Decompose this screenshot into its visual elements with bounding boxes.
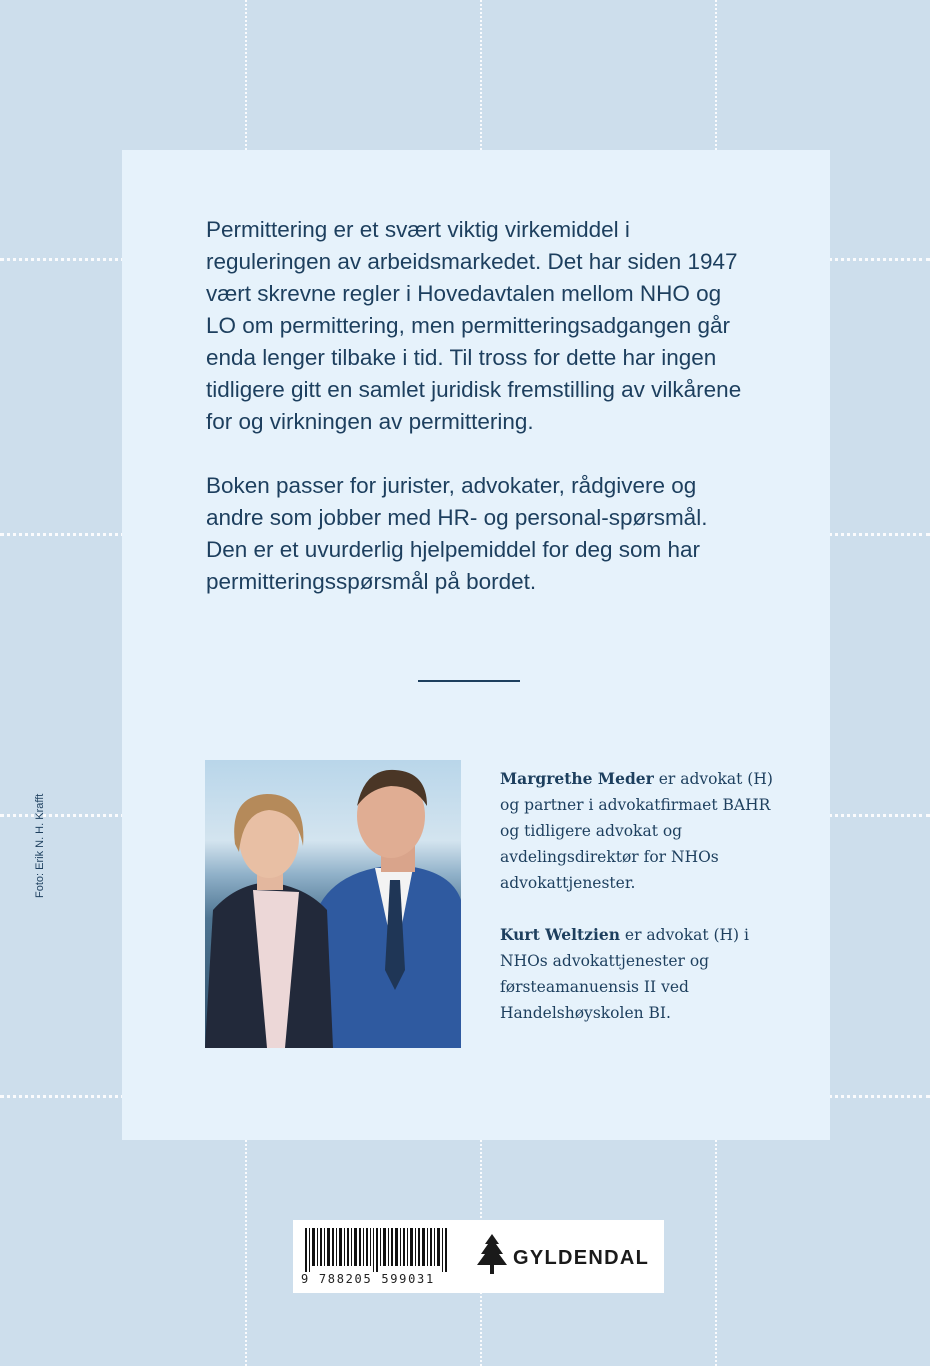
blurb bbox=[206, 214, 746, 630]
author-name: Margrethe Meder bbox=[500, 769, 654, 788]
author-bio-text: er advokat (H) og partner i advokatfirmaet BAHR og tidligere advokat og avdelingsdirektør for NHOs advokattjenester. bbox=[500, 770, 773, 892]
photo-credit: Foto: Erik N. H. Krafft bbox=[34, 793, 46, 898]
barcode-box bbox=[293, 1220, 664, 1293]
tree-logo-icon bbox=[477, 1234, 507, 1274]
author-photo bbox=[205, 760, 461, 1048]
isbn-number: 9 788205 599031 bbox=[301, 1272, 435, 1286]
divider bbox=[418, 680, 520, 682]
publisher-logo-text: GYLDENDAL bbox=[513, 1247, 650, 1269]
content-panel bbox=[122, 150, 830, 1140]
author-photo-illustration bbox=[205, 760, 461, 1048]
author-name: Kurt Weltzien bbox=[500, 925, 620, 944]
author-bio-text: er advokat (H) i NHOs advokattjenester og førsteamanuensis II ved Handelshøyskolen BI. bbox=[500, 926, 749, 1022]
blurb-paragraph: Boken passer for jurister, advokater, rådgivere og andre som jobber med HR- og personal-spørsmål. Den er et uvurderlig hjelpemiddel for deg som har permitteringsspørsmål på bordet. bbox=[206, 473, 708, 594]
author-bio bbox=[500, 766, 790, 896]
blurb-paragraph: Permittering er et svært viktig virkemiddel i reguleringen av arbeidsmarkedet. Det har siden 1947 vært skrevne regler i Hovedavtalen mellom NHO og LO om permittering, men permitteringsadgangen går enda lenger tilbake i tid. Til tross for dette har ingen tidligere gitt en samlet juridisk fremstilling av vilkårene for og virkningen av permittering. bbox=[206, 217, 742, 434]
barcode-icon bbox=[303, 1228, 453, 1272]
author-bios bbox=[500, 766, 790, 1052]
author-bio bbox=[500, 922, 790, 1026]
